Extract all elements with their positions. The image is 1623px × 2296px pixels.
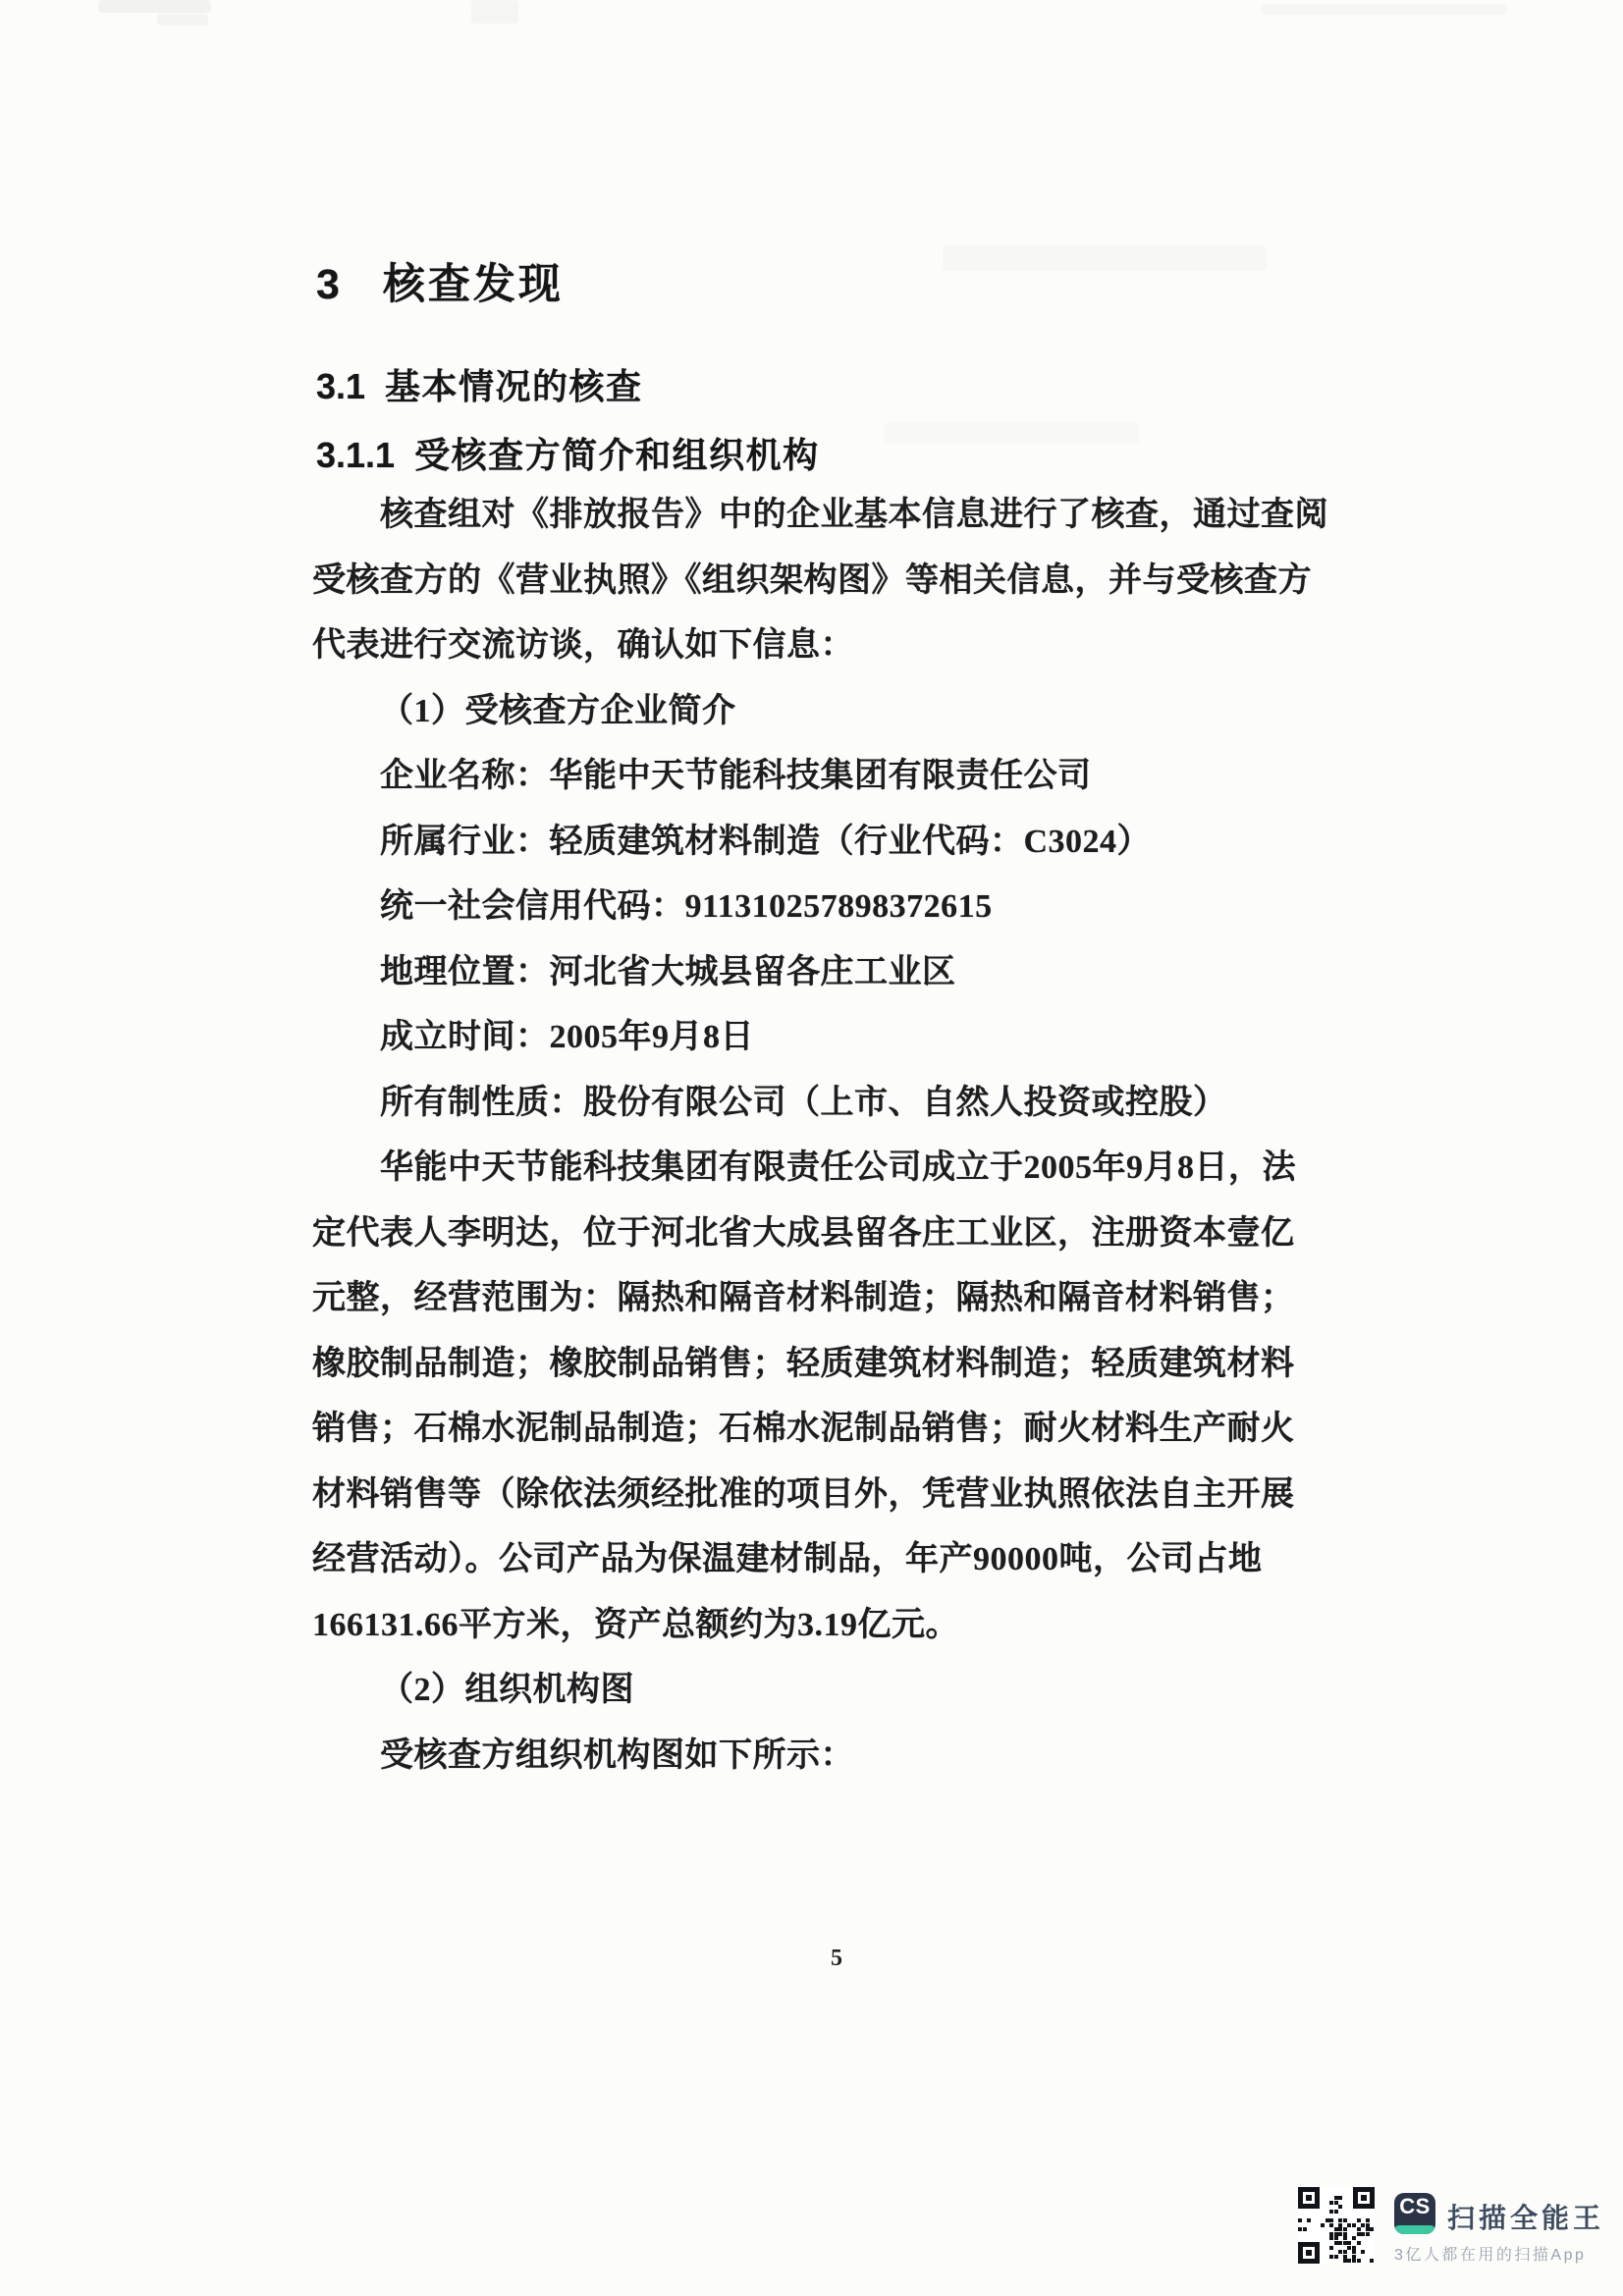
scan-artifact	[943, 245, 1267, 271]
cs-logo-text: CS	[1399, 2194, 1431, 2218]
scan-artifact	[157, 14, 208, 26]
body-line: 所属行业：轻质建筑材料制造（行业代码：C3024）	[380, 823, 1152, 860]
subsubsection-number: 3.1.1	[316, 435, 396, 475]
subsection-heading	[316, 359, 643, 409]
subsubsection-heading	[316, 428, 820, 478]
subsection-number: 3.1	[316, 366, 366, 406]
body-text	[312, 483, 1338, 1789]
app-name: 扫描全能王	[1447, 2203, 1605, 2233]
body-line: 定代表人李明达，位于河北省大成县留各庄工业区，注册资本壹亿	[312, 1214, 1295, 1252]
body-line: 代表进行交流访谈，确认如下信息：	[312, 627, 854, 664]
subsection-title: 基本情况的核查	[385, 366, 643, 406]
body-line: （1）受核查方企业简介	[380, 692, 736, 729]
cs-logo-accent-bar	[1394, 2225, 1435, 2234]
body-line: 销售；石棉水泥制品制造；石棉水泥制品销售；耐火材料生产耐火	[312, 1411, 1295, 1447]
body-line: 华能中天节能科技集团有限责任公司成立于2005年9月8日，法	[380, 1149, 1296, 1186]
scan-artifact	[471, 0, 518, 24]
body-line: 成立时间：2005年9月8日	[380, 1019, 754, 1055]
section-heading	[316, 251, 564, 311]
body-line: 核查组对《排放报告》中的企业基本信息进行了核查，通过查阅	[380, 497, 1328, 533]
body-line: 经营活动）。公司产品为保温建材制品，年产90000吨，公司占地	[312, 1541, 1263, 1577]
body-line: 166131.66平方米，资产总额约为3.19亿元。	[312, 1606, 959, 1643]
subsubsection-title: 受核查方简介和组织机构	[414, 435, 820, 475]
camscanner-logo-icon	[1394, 2193, 1435, 2234]
body-line: 统一社会信用代码：911310257898372615	[380, 888, 993, 925]
app-tagline: 3亿人都在用的扫描App	[1394, 2247, 1587, 2264]
scan-artifact	[884, 422, 1139, 444]
body-line: 元整，经营范围为：隔热和隔音材料制造；隔热和隔音材料销售；	[312, 1280, 1295, 1316]
scan-artifact	[1262, 4, 1507, 15]
body-line: 地理位置：河北省大城县留各庄工业区	[380, 953, 956, 990]
qr-code	[1298, 2187, 1375, 2264]
section-number: 3	[316, 261, 340, 308]
body-line: 企业名称：华能中天节能科技集团有限责任公司	[380, 758, 1092, 794]
body-line: 材料销售等（除依法须经批准的项目外，凭营业执照依法自主开展	[312, 1475, 1295, 1513]
body-line: 橡胶制品制造；橡胶制品销售；轻质建筑材料制造；轻质建筑材料	[312, 1345, 1295, 1382]
body-line: 所有制性质：股份有限公司（上市、自然人投资或控股）	[380, 1084, 1227, 1121]
scan-artifact	[98, 0, 211, 13]
body-line: （2）组织机构图	[380, 1672, 634, 1708]
body-line: 受核查方的《营业执照》《组织架构图》等相关信息，并与受核查方	[312, 561, 1312, 599]
camscanner-watermark	[1298, 2185, 1605, 2273]
page-number: 5	[831, 1946, 842, 1971]
section-title: 核查发现	[382, 261, 564, 308]
body-line: 受核查方组织机构图如下所示：	[380, 1736, 854, 1774]
